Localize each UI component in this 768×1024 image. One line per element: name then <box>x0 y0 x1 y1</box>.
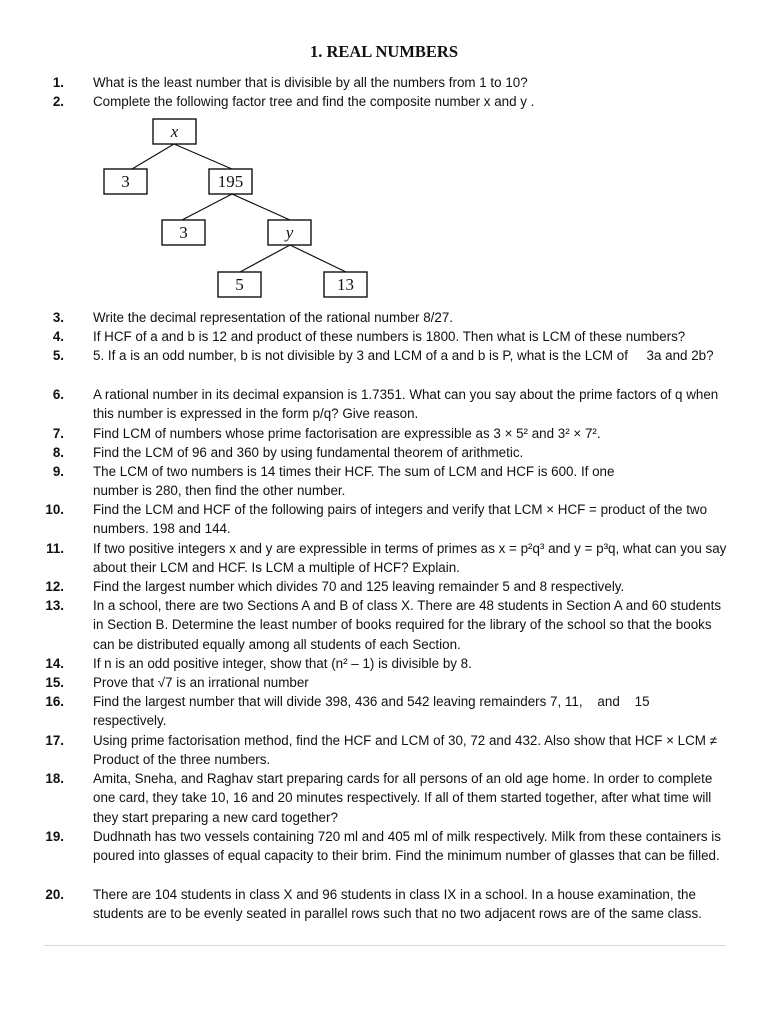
question-text: Find the largest number that will divide 398, 436 and 542 leaving remainders 7, 11, and 15 respectively. <box>93 694 654 729</box>
question-text: There are 104 students in class X and 96 students in class IX in a school. In a house examination, the students are to be evenly seated in parallel rows such that no two adjacent rows are of the same class. <box>93 887 702 922</box>
question-text: The LCM of two numbers is 14 times their HCF. The sum of LCM and HCF is 600. If one number is 280, then find the other number. <box>93 464 615 499</box>
question-20 <box>45 885 728 924</box>
question-number: 18. <box>45 771 64 786</box>
question-2 <box>52 92 728 111</box>
question-4 <box>52 327 728 346</box>
question-text: Find LCM of numbers whose prime factorisation are expressible as 3 × 5² and 3² × 7². <box>93 426 601 441</box>
question-number: 5. <box>52 348 64 363</box>
question-text: Amita, Sneha, and Raghav start preparing cards for all persons of an old age home. In order to complete one card, they take 10, 16 and 20 minutes respectively. If all of them started together, after what time will they start preparing a new card together? <box>93 771 713 825</box>
question-text: Find the LCM and HCF of the following pairs of integers and verify that LCM × HCF = product of the two numbers. 198 and 144. <box>93 502 708 537</box>
question-8 <box>52 443 728 462</box>
question-text: Prove that √7 is an irrational number <box>93 675 309 690</box>
tree-node-x: x <box>170 122 179 141</box>
question-16 <box>45 692 728 731</box>
question-number: 7. <box>52 426 64 441</box>
question-5 <box>52 346 728 365</box>
question-text: What is the least number that is divisible by all the numbers from 1 to 10? <box>93 75 528 90</box>
question-18 <box>45 769 728 827</box>
factor-tree-edges <box>132 144 346 272</box>
question-15 <box>45 673 728 692</box>
question-number: 4. <box>52 329 64 344</box>
question-10 <box>45 500 728 539</box>
question-17 <box>45 731 728 770</box>
question-text: If n is an odd positive integer, show that (n² – 1) is divisible by 8. <box>93 656 472 671</box>
question-number: 9. <box>52 464 64 479</box>
question-11 <box>46 539 728 578</box>
question-19 <box>45 827 728 866</box>
question-text: Find the LCM of 96 and 360 by using fundamental theorem of arithmetic. <box>93 445 524 460</box>
question-number: 11. <box>46 541 64 556</box>
question-14 <box>45 654 728 673</box>
question-number: 15. <box>45 675 64 690</box>
question-number: 20. <box>45 887 64 902</box>
question-number: 1. <box>52 75 64 90</box>
tree-node-3b: 3 <box>179 223 188 242</box>
question-number: 14. <box>45 656 64 671</box>
question-text: If two positive integers x and y are expressible in terms of primes as x = p²q³ and y = p³q, what can you say about their LCM and HCF. Is LCM a multiple of HCF? Explain. <box>93 541 727 576</box>
tree-node-y: y <box>285 223 294 242</box>
question-3 <box>52 308 728 327</box>
question-text: Complete the following factor tree and find the composite number x and y . <box>93 94 535 109</box>
question-7 <box>52 424 728 443</box>
question-number: 3. <box>52 310 64 325</box>
question-1 <box>52 73 728 92</box>
page-divider <box>44 945 726 946</box>
factor-tree-diagram <box>96 114 354 304</box>
question-text: If HCF of a and b is 12 and product of these numbers is 1800. Then what is LCM of these numbers? <box>93 329 686 344</box>
question-9 <box>52 462 728 501</box>
question-text: 5. If a is an odd number, b is not divisible by 3 and LCM of a and b is P, what is the LCM of 3a and 2b? <box>93 348 714 363</box>
question-text: Dudhnath has two vessels containing 720 ml and 405 ml of milk respectively. Milk from these containers is poured into glasses of equal capacity to their brim. Find the minimum number of glasses that can be filled. <box>93 829 721 864</box>
question-6 <box>52 385 728 424</box>
tree-node-5: 5 <box>235 275 244 294</box>
question-13 <box>45 596 728 654</box>
question-number: 19. <box>45 829 64 844</box>
question-number: 17. <box>45 733 64 748</box>
question-text: A rational number in its decimal expansion is 1.7351. What can you say about the prime factors of q when this number is expressed in the form p/q? Give reason. <box>93 387 719 422</box>
question-text: Write the decimal representation of the rational number 8/27. <box>93 310 454 325</box>
question-number: 13. <box>45 598 64 613</box>
question-text: Find the largest number which divides 70 and 125 leaving remainder 5 and 8 respectively. <box>93 579 625 594</box>
question-number: 2. <box>52 94 64 109</box>
question-number: 10. <box>45 502 64 517</box>
question-text: Using prime factorisation method, find the HCF and LCM of 30, 72 and 432. Also show that HCF × LCM ≠ Product of the three numbers. <box>93 733 717 768</box>
tree-node-195: 195 <box>217 172 244 191</box>
question-number: 6. <box>52 387 64 402</box>
tree-node-3: 3 <box>121 172 130 191</box>
question-number: 12. <box>45 579 64 594</box>
question-number: 16. <box>45 694 64 709</box>
question-number: 8. <box>52 445 64 460</box>
question-12 <box>45 577 728 596</box>
tree-node-13: 13 <box>337 275 354 294</box>
page-title: 1. REAL NUMBERS <box>309 42 459 61</box>
question-text: In a school, there are two Sections A and B of class X. There are 48 students in Section A and 60 students in Section B. Determine the least number of books required for the library of the school so that the books can be distributed equally among all students of each Section. <box>93 598 722 652</box>
